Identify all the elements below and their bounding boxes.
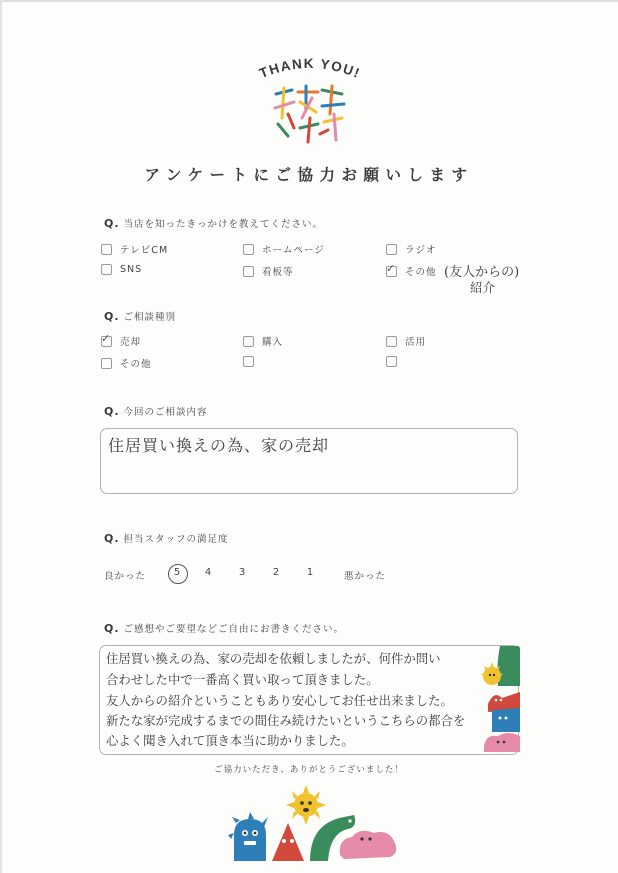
checkbox[interactable] [386, 244, 397, 255]
q1-option-sns[interactable] [101, 264, 142, 275]
rating-bad-label: 悪かった [344, 571, 387, 582]
thank-you-arc [245, 56, 375, 86]
question-prefix: Q. [104, 310, 120, 323]
bottom-monsters-illustration [228, 783, 400, 863]
option-label: 活用 [405, 337, 427, 348]
side-monsters-illustration [478, 646, 520, 756]
q1-other-note-line2: 紹介 [470, 280, 496, 295]
checkbox[interactable] [243, 336, 254, 347]
scan-edge-top [0, 0, 618, 2]
q1-other-note-line1: (友人からの) [444, 265, 520, 280]
option-label: その他 [405, 267, 437, 278]
option-label: 看板等 [262, 267, 294, 278]
q1-option-tvcm[interactable] [101, 242, 168, 256]
question-prefix: Q. [104, 217, 120, 230]
q1-option-signboard[interactable] [243, 264, 294, 278]
checkbox[interactable] [101, 244, 112, 255]
q1-option-other[interactable] [386, 261, 437, 278]
checkbox[interactable] [386, 336, 397, 347]
question-prefix: Q. [104, 622, 120, 635]
checkbox[interactable] [101, 358, 112, 369]
option-label: ラジオ [405, 245, 437, 256]
checkbox[interactable] [243, 244, 254, 255]
scan-edge-left [0, 0, 2, 873]
question-3-text: 今回のご相談内容 [123, 407, 208, 418]
consultation-answer-text: 住居買い換えの為、家の売却 [108, 436, 330, 455]
q1-option-homepage[interactable] [243, 242, 325, 256]
q2-option-buy[interactable] [243, 334, 283, 348]
thank-you-footer: ご協力いただき、ありがとうございました！ [214, 765, 404, 775]
option-label: 売却 [120, 337, 142, 348]
checkbox[interactable] [386, 356, 397, 367]
comment-line-1: 住居買い換えの為、家の売却を依頼しましたが、何件か問い [106, 651, 441, 666]
q2-option-sell[interactable] [101, 331, 142, 348]
brand-logo-icon [272, 84, 348, 146]
q2-option-blank-1[interactable] [243, 356, 262, 367]
check-mark-icon: ✓ [101, 331, 112, 345]
comment-line-4: 新たな家が完成するまでの間住み続けたいというこちらの都合を [106, 713, 466, 728]
comment-line-2: 合わせした中で一番高く買い取って頂きました。 [106, 672, 379, 687]
rating-option-4[interactable]: 4 [204, 567, 212, 578]
question-1 [104, 216, 323, 230]
question-5 [104, 621, 344, 635]
comment-line-3: 友人からの紹介ということもあり安心してお任せ出来ました。 [106, 693, 453, 708]
q2-option-blank-2[interactable] [386, 356, 405, 367]
question-2 [104, 309, 176, 323]
option-label: その他 [120, 359, 152, 370]
option-label: SNS [120, 264, 143, 275]
rating-good-label: 良かった [104, 571, 147, 582]
checkbox[interactable] [243, 356, 254, 367]
rating-option-5[interactable]: 5 [173, 567, 181, 578]
question-prefix: Q. [104, 532, 120, 545]
checkbox-checked[interactable] [386, 261, 397, 277]
question-prefix: Q. [104, 405, 120, 418]
checkbox[interactable] [101, 264, 112, 275]
rating-option-2[interactable]: 2 [272, 567, 280, 578]
thank-you-text: THANK YOU! [257, 56, 363, 82]
rating-option-3[interactable]: 3 [238, 567, 246, 578]
question-4-text: 担当スタッフの満足度 [123, 534, 229, 545]
page-title: アンケートにご協力お願いします [144, 166, 474, 184]
svg-text:THANK YOU! [257, 56, 363, 81]
question-4 [104, 531, 229, 545]
q2-option-other[interactable] [101, 356, 152, 370]
question-2-text: ご相談種別 [123, 312, 177, 323]
q1-option-radio[interactable] [386, 242, 437, 256]
question-3 [104, 404, 208, 418]
rating-option-1[interactable]: 1 [306, 567, 314, 578]
option-label: 購入 [262, 337, 284, 348]
checkbox-checked[interactable] [101, 331, 112, 347]
option-label: ホームページ [262, 245, 325, 256]
question-5-text: ご感想やご要望などご自由にお書きください。 [123, 624, 345, 635]
checkbox[interactable] [243, 266, 254, 277]
check-mark-icon: ✓ [386, 261, 397, 275]
option-label: テレビCM [120, 245, 169, 256]
comment-line-5: 心よく聞き入れて頂き本当に助かりました。 [106, 733, 354, 748]
question-1-text: 当店を知ったきっかけを教えてください。 [123, 219, 324, 230]
q2-option-utilize[interactable] [386, 334, 426, 348]
